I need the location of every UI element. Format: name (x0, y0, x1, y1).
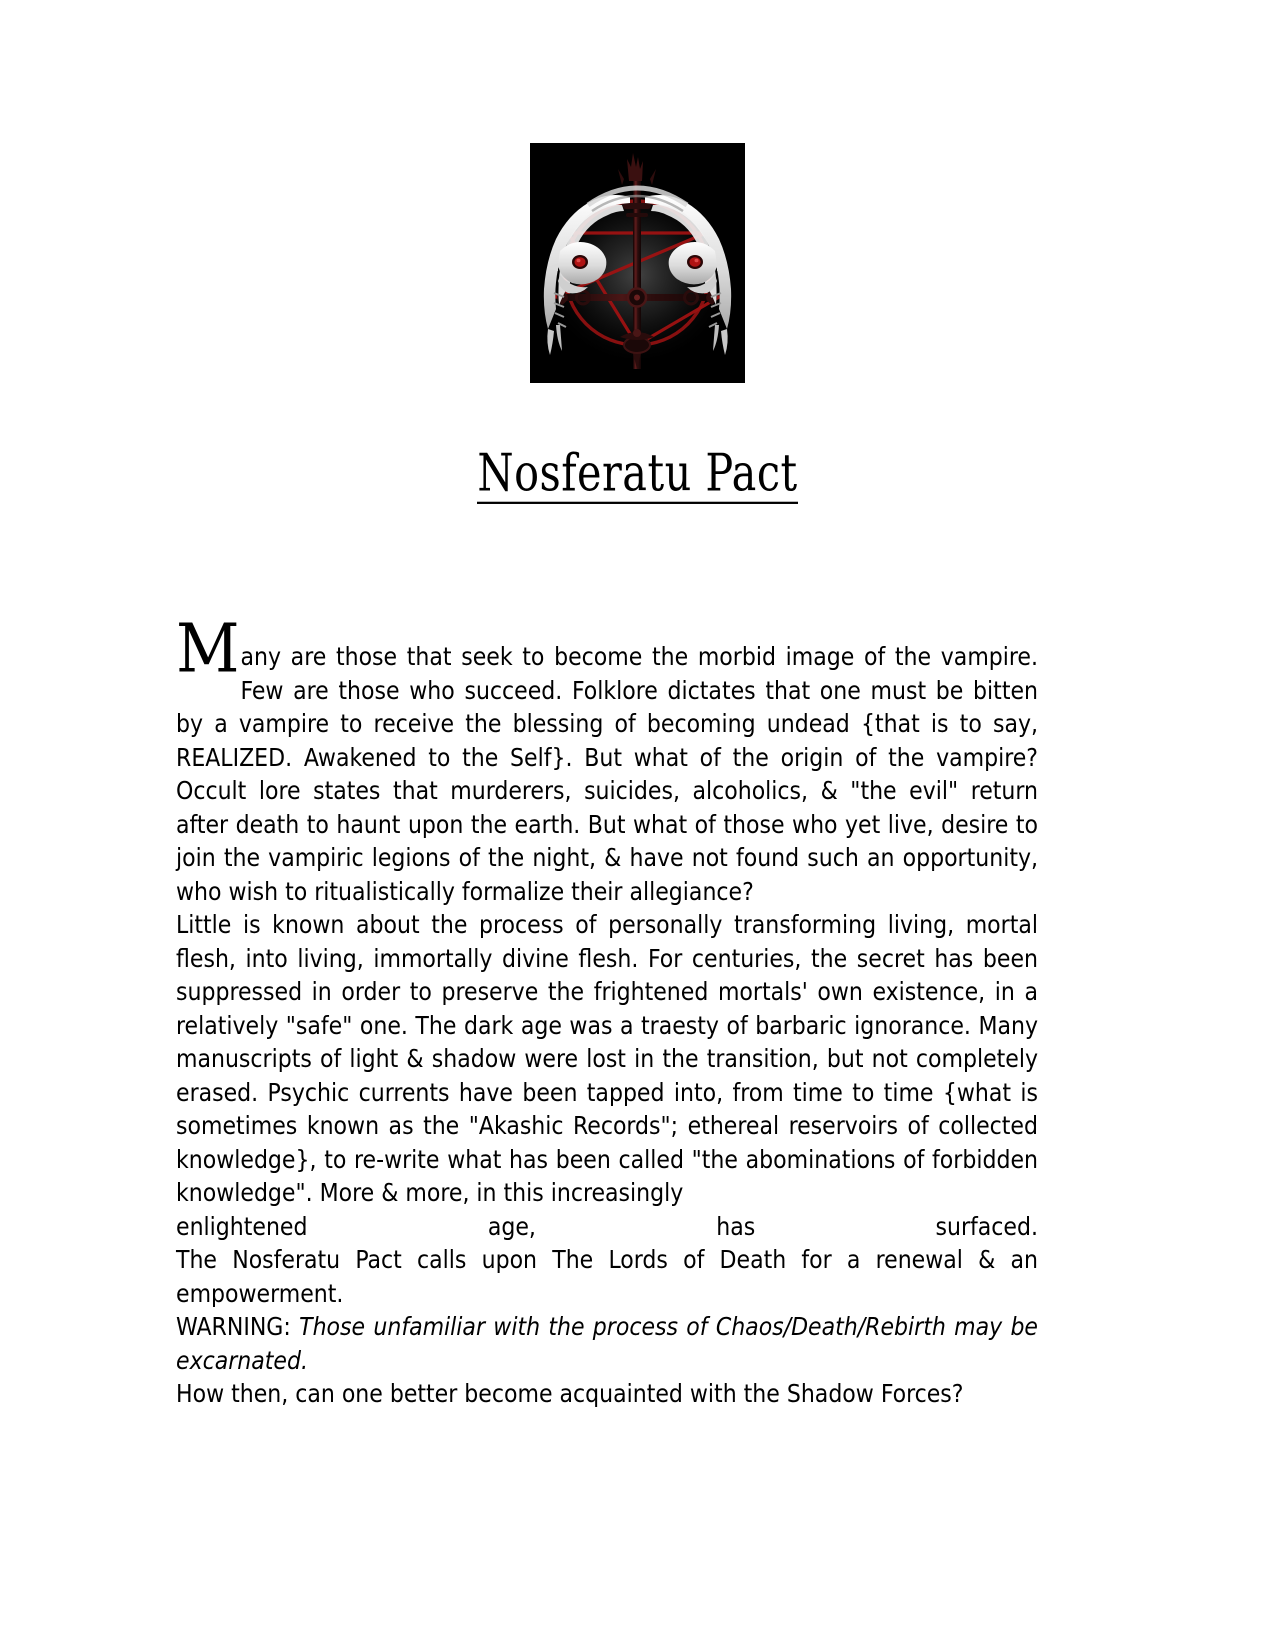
paragraph-2 (176, 908, 1038, 1210)
overflow-word-4: surfaced. (935, 1211, 1038, 1241)
emblem-container (0, 143, 1275, 388)
warning-paragraph (176, 1310, 1038, 1377)
overflow-word-2: age, (487, 1211, 536, 1241)
overflow-word-1: enlightened (176, 1211, 308, 1241)
paragraph-1 (176, 608, 1038, 908)
page-title-container (0, 442, 1275, 504)
paragraph-2-text: Little is known about the process of personally transforming living, mortal flesh, into living, immortally divine flesh. For centuries, the secret has been suppressed in order to preserve the frightened mortals' own existence, in a relatively "safe" one. The dark age was a traesty of barbaric ignorance. Many manuscripts of light & shadow were lost in the transition, but not completely erased. Psychic currents have been tapped into, from time to time {what is sometimes known as the "Akashic Records"; ethereal reservoirs of collected knowledge}, to re-write what has been called "the abominations of forbidden knowledge". More & more, in this increasingly (176, 910, 1038, 1207)
drop-cap: M (176, 608, 240, 688)
justified-overflow-line (176, 1210, 1038, 1244)
paragraph-3 (176, 1243, 1038, 1310)
page-title: Nosferatu Pact (477, 442, 798, 503)
closing-question (176, 1377, 1038, 1411)
occult-pentagram-emblem (530, 143, 745, 383)
paragraph-1-text: any are those that seek to become the morbid image of the vampire. Few are those who succeed. Folklore dictates that one must be bitten by a vampire to receive the blessing of becoming undead {that is to say, REALIZED. Awakened to the Self}. But what of the origin of the vampire? Occult lore states that murderers, suicides, alcoholics, & "the evil" return after death to haunt upon the earth. But what of those who yet live, desire to join the vampiric legions of the night, & have not found such an opportunity, who wish to ritualistically formalize their allegiance? (176, 642, 1038, 906)
document-body (176, 608, 1039, 1411)
closing-question-text: How then, can one better become acquainted with the Shadow Forces? (176, 1379, 964, 1408)
emblem-artwork (530, 143, 745, 383)
warning-label: WARNING: (176, 1312, 291, 1341)
warning-text: Those unfamiliar with the process of Chaos/Death/Rebirth may be excarnated. (176, 1312, 1039, 1375)
paragraph-3-text: The Nosferatu Pact calls upon The Lords of Death for a renewal & an empowerment. (176, 1245, 1038, 1308)
overflow-word-3: has (716, 1211, 756, 1241)
